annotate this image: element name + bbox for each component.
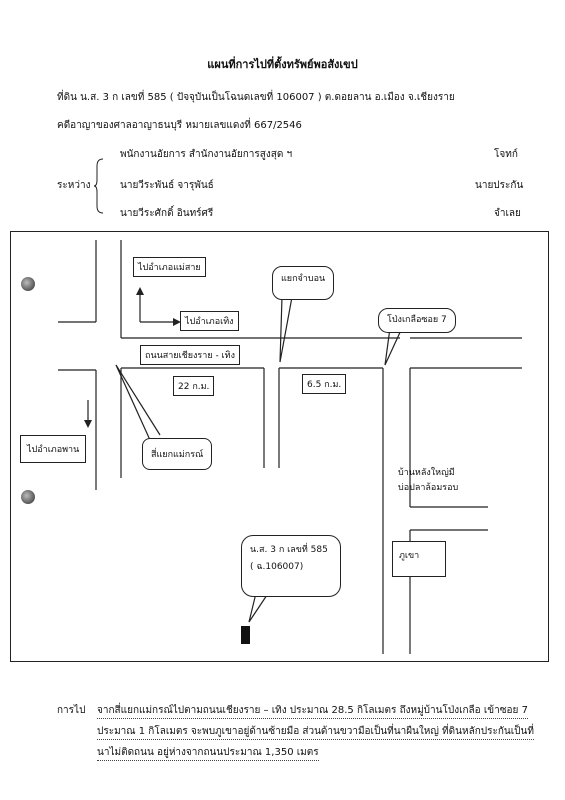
callout-plot — [241, 535, 341, 597]
label-mountain: ภูเขา — [392, 541, 446, 577]
label-mae-sai: ไปอำเภอแม่สาย — [133, 257, 206, 277]
directions-line-1: จากสี่แยกแม่กรณ์ไปตามถนนเชียงราย – เทิง ประมาณ 28.5 กิโลเมตร ถึงหมู่บ้านโป่งเกลือ เข้าซอย 7 — [97, 703, 528, 719]
party-3-name: นายวีระศักดิ์ อินทร์ศรี — [120, 208, 214, 219]
between-label: ระหว่าง — [57, 180, 91, 191]
directions-line-2: ประมาณ 1 กิโลเมตร จะพบภูเขาอยู่ด้านซ้ายมือ ส่วนด้านขวามือเป็นที่นาผืนใหญ่ ที่ดินหลักประกันเป็นที่ — [97, 724, 534, 740]
page-title: แผนที่การไปที่ตั้งทรัพย์พอสังเขป — [207, 58, 358, 71]
village-line-2: บ่อปลาล้อมรอบ — [398, 483, 459, 493]
label-dist-22: 22 ก.ม. — [173, 376, 214, 396]
callout-jam-bon: แยกจำบอน — [272, 266, 334, 300]
directions-label: การไป — [57, 705, 86, 716]
label-dist-65: 6.5 ก.ม. — [302, 374, 346, 394]
plot-line-1: น.ส. 3 ก เลขที่ 585 — [250, 545, 328, 555]
label-phan: ไปอำเภอพาน — [20, 435, 86, 463]
party-2-name: นายวีระพันธ์ จารุพันธ์ — [120, 180, 214, 191]
plot-line-2: ( ฉ.106007) — [250, 562, 304, 572]
party-1-name: พนักงานอัยการ สำนักงานอัยการสูงสุด ฯ — [120, 149, 293, 160]
party-1-role: โจทก์ — [494, 149, 518, 160]
label-village — [393, 463, 463, 499]
party-2-role: นายประกัน — [475, 180, 524, 191]
callout-mae-korn: สี่แยกแม่กรณ์ — [142, 438, 212, 470]
deed-line: ที่ดิน น.ส. 3 ก เลขที่ 585 ( ปัจจุบันเป็นโฉนดเลขที่ 106007 ) ต.ดอยลาน อ.เมือง จ.เชียงราย — [57, 92, 455, 103]
case-line: คดีอาญาของศาลอาญาธนบุรี หมายเลขแดงที่ 667/2546 — [57, 120, 302, 131]
label-road: ถนนสายเชียงราย - เทิง — [140, 345, 240, 365]
directions-line-3: นาไม่ติดถนน อยู่ห่างจากถนนประมาณ 1,350 เมตร — [97, 745, 319, 761]
callout-pong-kluea: โป่งเกลือซอย 7 — [378, 308, 456, 333]
village-line-1: บ้านหลังใหญ่มี — [398, 468, 455, 478]
party-3-role: จำเลย — [494, 208, 521, 219]
label-thoeng: ไปอำเภอเทิง — [180, 311, 239, 331]
